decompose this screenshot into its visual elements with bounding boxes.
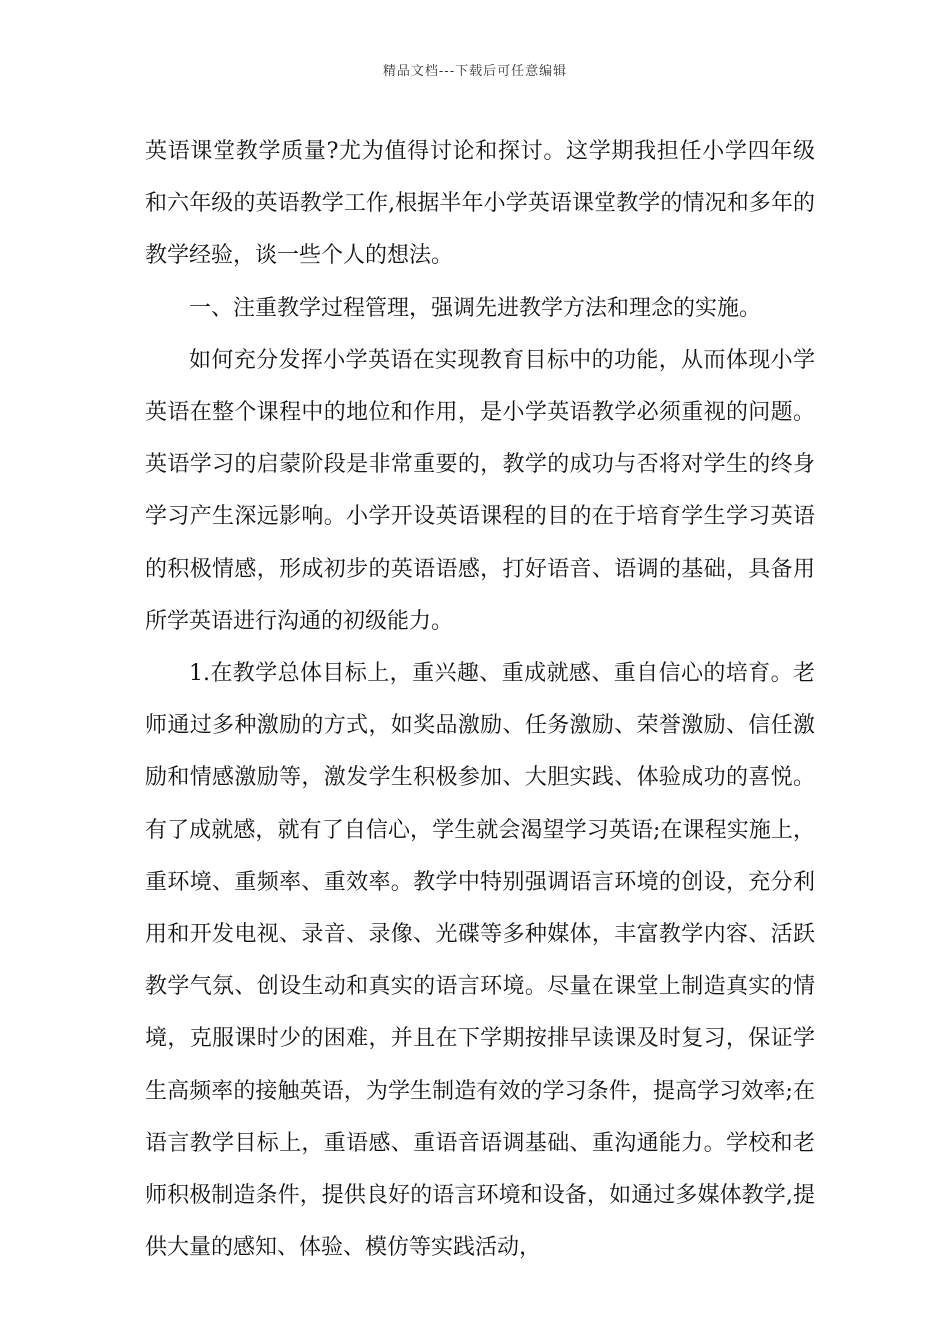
page-header: 精品文档---下载后可任意编辑	[382, 64, 568, 79]
section-heading: 一、注重教学过程管理，强调先进教学方法和理念的实施。	[189, 295, 762, 321]
paragraph-point-1: 1.在教学总体目标上，重兴趣、重成就感、重自信心的培育。老师通过多种激励的方式，如奖品激励、任务激励、荣誉激励、信任激励和情感激励等，激发学生积极参加、大胆实践、体验成功的喜悦。有了成就感，就有了自信心，学生就会渴望学习英语;在课程实施上，重环境、重频率、重效率。教学中特别强调语言环境的创设，充分利用和开发电视、录音、录像、光碟等多种媒体，丰富教学内容、活跃教学气氛、创设生动和真实的语言环境。尽量在课堂上制造真实的情境，克服课时少的困难，并且在下学期按排早读课及时复习，保证学生高频率的接触英语，为学生制造有效的学习条件，提高学习效率;在语言教学目标上，重语感、重语音语调基础、重沟通能力。学校和老师积极制造条件，提供良好的语言环境和设备，如通过多媒体教学,提供大量的感知、体验、模仿等实践活动，	[145, 661, 815, 1261]
document-body	[145, 126, 815, 1274]
paragraph-goals: 如何充分发挥小学英语在实现教育目标中的功能，从而体现小学英语在整个课程中的地位和作用，是小学英语教学必须重视的问题。英语学习的启蒙阶段是非常重要的，教学的成功与否将对学生的终身学习产生深远影响。小学开设英语课程的目的在于培育学生学习英语的积极情感，形成初步的英语语感，打好语音、语调的基础，具备用所学英语进行沟通的初级能力。	[145, 347, 815, 634]
paragraph-intro: 英语课堂教学质量?尤为值得讨论和探讨。这学期我担任小学四年级和六年级的英语教学工作,根据半年小学英语课堂教学的情况和多年的教学经验，谈一些个人的想法。	[145, 139, 815, 269]
